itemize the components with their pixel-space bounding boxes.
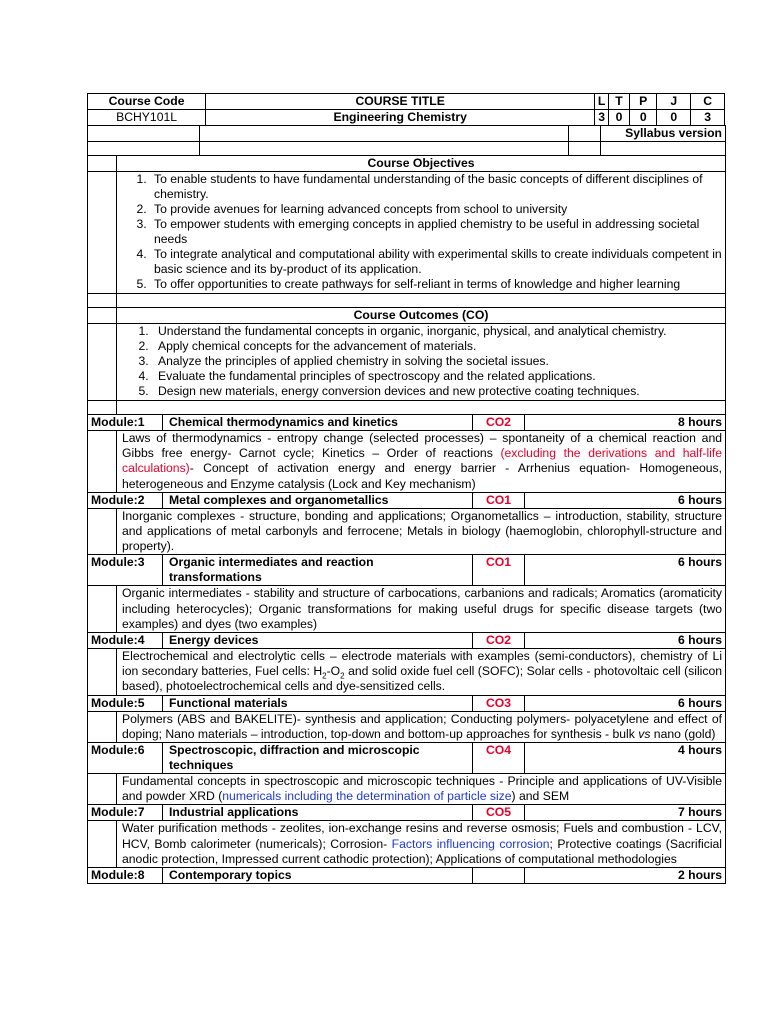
module-description-row [88,586,726,633]
course-objectives-list [120,172,722,292]
syllabus-table [87,155,726,884]
ltpjc-value-l: 3 [595,110,609,126]
module-description-text: 2 [322,671,327,681]
module-description [117,774,726,805]
outcome-item: 2. Apply chemical concepts for the advancement of materials. [152,339,722,354]
module-description-text: Laws of thermodynamics - entropy change (selected processes) – spontaneity of a chemical reaction and Gibbs free energy- Carnot cycle; Kinetics – Order of reactions [122,431,723,461]
ltpjc-label-l: L [595,94,609,110]
module-header-row [88,695,726,711]
ltpjc-value-j: 0 [657,110,691,126]
ltpjc-label-c: C [691,94,725,110]
module-description [117,508,726,555]
module-course-outcome: CO5 [473,805,525,821]
outcome-item: 4. Evaluate the fundamental principles of spectroscopy and the related applications. [152,369,722,384]
module-description-text: nano (gold) [650,726,716,741]
modules-section [88,415,726,884]
module-description-text: Fundamental concepts in spectroscopic and microscopic techniques - Principle and applications of UV-Visible and powder XRD ( [122,774,723,804]
module-title: Spectroscopic, diffraction and microscopic techniques [163,743,473,774]
module-title: Metal complexes and organometallics [163,492,473,508]
ltpjc-value-t: 0 [608,110,629,126]
ltpjc-value-c: 3 [691,110,725,126]
module-description-text: ; Protective coatings (Sacrificial anodic protection, Impressed current cathodic protection); Applications of computational methodologies [122,836,723,866]
module-hours: 6 hours [525,633,726,649]
ltpjc-label-p: P [630,94,657,110]
course-code: BCHY101L [88,110,206,126]
module-label: Module:7 [88,805,163,821]
module-title: Energy devices [163,633,473,649]
module-hours: 6 hours [525,492,726,508]
module-description [117,821,726,868]
module-hours: 6 hours [525,695,726,711]
module-header-row [88,555,726,586]
module-header-row [88,633,726,649]
course-title-label: COURSE TITLE [206,94,595,110]
course-outcomes-heading: Course Outcomes (CO) [117,308,726,324]
module-description-text: Inorganic complexes - structure, bonding and applications; Organometallics – introduction, stability, structure and applications of metal carbonyls and ferrocene; Metals in biology (haemoglobin, chlorophyll-structure and property). [122,508,723,554]
module-description-row [88,431,726,493]
module-description-row [88,711,726,742]
module-description-row [88,821,726,868]
module-description-row [88,774,726,805]
module-hours: 7 hours [525,805,726,821]
module-label: Module:5 [88,695,163,711]
course-outcomes-list [120,324,722,399]
module-description-text: Polymers (ABS and BAKELITE)- synthesis and application; Conducting polymers- polyacetylene and effect of doping; Nano materials – introduction, top-down and bottom-up approaches for synthesis - bulk [122,711,723,741]
module-description-row [88,508,726,555]
module-hours: 8 hours [525,415,726,431]
module-description [117,431,726,493]
module-description-text: - Concept of activation energy and energy barrier - Arrhenius equation- Homogeneous, heterogeneous and Enzyme catalysis (Lock and Key mechanism) [122,461,723,491]
module-description-text: and solid oxide fuel cell (SOFC); Solar cells - photovoltaic cell (silicon based), photoelectrochemical cells and dye-sensitized cells. [122,664,723,694]
module-description-text: -O [326,664,341,679]
module-description-text: Electrochemical and electrolytic cells – electrode materials with examples (semi-conductors), chemistry of Li ion secondary batteries, Fuel cells: H [122,649,723,679]
objective-item: 1. To enable students to have fundamental understanding of the basic concepts of different disciplines of chemistry. [150,172,722,202]
module-title: Functional materials [163,695,473,711]
module-description-text: Organic intermediates - stability and structure of carbocations, carbanions and radicals; Aromatics (aromaticity including heterocycles); Organic transformations for making useful drugs for specific disease targets (two examples) and dyes (two examples) [122,586,723,631]
module-label: Module:1 [88,415,163,431]
syllabus-version-table [87,125,726,156]
ltpjc-value-p: 0 [630,110,657,126]
syllabus-version-label: Syllabus version [601,126,726,142]
module-course-outcome: CO4 [473,743,525,774]
module-description [117,586,726,633]
outcome-item: 3. Analyze the principles of applied chemistry in solving the societal issues. [152,354,722,369]
module-description [117,711,726,742]
module-description-text: Water purification methods - zeolites, ion-exchange resins and reverse osmosis; Fuels and combustion - LCV, HCV, Bomb calorimeter (numericals); Corrosion- [122,821,723,851]
module-description-text: ) and SEM [511,789,570,804]
module-title: Industrial applications [163,805,473,821]
objective-item: 4. To integrate analytical and computational ability with experimental skills to create individuals competent in basic science and its by-product of its application. [150,247,722,277]
module-course-outcome: CO1 [473,555,525,586]
objective-item: 2. To provide avenues for learning advanced concepts from school to university [150,202,722,217]
ltpjc-label-t: T [608,94,629,110]
module-course-outcome: CO1 [473,492,525,508]
module-label: Module:4 [88,633,163,649]
module-description-text: numericals including the determination of particle size [222,789,512,804]
module-hours: 6 hours [525,555,726,586]
outcome-item: 1. Understand the fundamental concepts in organic, inorganic, physical, and analytical chemistry. [152,324,722,339]
module-label: Module:2 [88,492,163,508]
objective-item: 5. To offer opportunities to create pathways for self-reliant in terms of knowledge and higher learning [150,277,722,292]
module-header-row [88,805,726,821]
module-course-outcome: CO3 [473,695,525,711]
module-label: Module:6 [88,743,163,774]
outcome-item: 5. Design new materials, energy conversion devices and new protective coating techniques. [152,384,722,399]
module-hours: 4 hours [525,743,726,774]
course-header-table [87,93,725,126]
module-header-row [88,492,726,508]
module-label: Module:3 [88,555,163,586]
course-objectives-heading: Course Objectives [117,156,726,172]
module-label: Module:8 [88,868,163,884]
module-course-outcome [473,868,525,884]
module-course-outcome: CO2 [473,415,525,431]
module-title: Chemical thermodynamics and kinetics [163,415,473,431]
module-title: Organic intermediates and reaction transformations [163,555,473,586]
module-title: Contemporary topics [163,868,473,884]
module-course-outcome: CO2 [473,633,525,649]
module-header-row [88,743,726,774]
module-header-row [88,415,726,431]
module-description-text: (excluding the derivations and half-life calculations) [122,446,723,476]
course-code-label: Course Code [88,94,206,110]
ltpjc-label-j: J [657,94,691,110]
module-description-text: Factors influencing corrosion [391,836,550,851]
objective-item: 3. To empower students with emerging concepts in applied chemistry to be useful in addressing societal needs [150,217,722,247]
module-description-text: 2 [340,671,345,681]
module-description [117,649,726,696]
module-header-row [88,868,726,884]
module-description-row [88,649,726,696]
module-description-text: vs [638,726,651,741]
course-title: Engineering Chemistry [206,110,595,126]
module-hours: 2 hours [525,868,726,884]
